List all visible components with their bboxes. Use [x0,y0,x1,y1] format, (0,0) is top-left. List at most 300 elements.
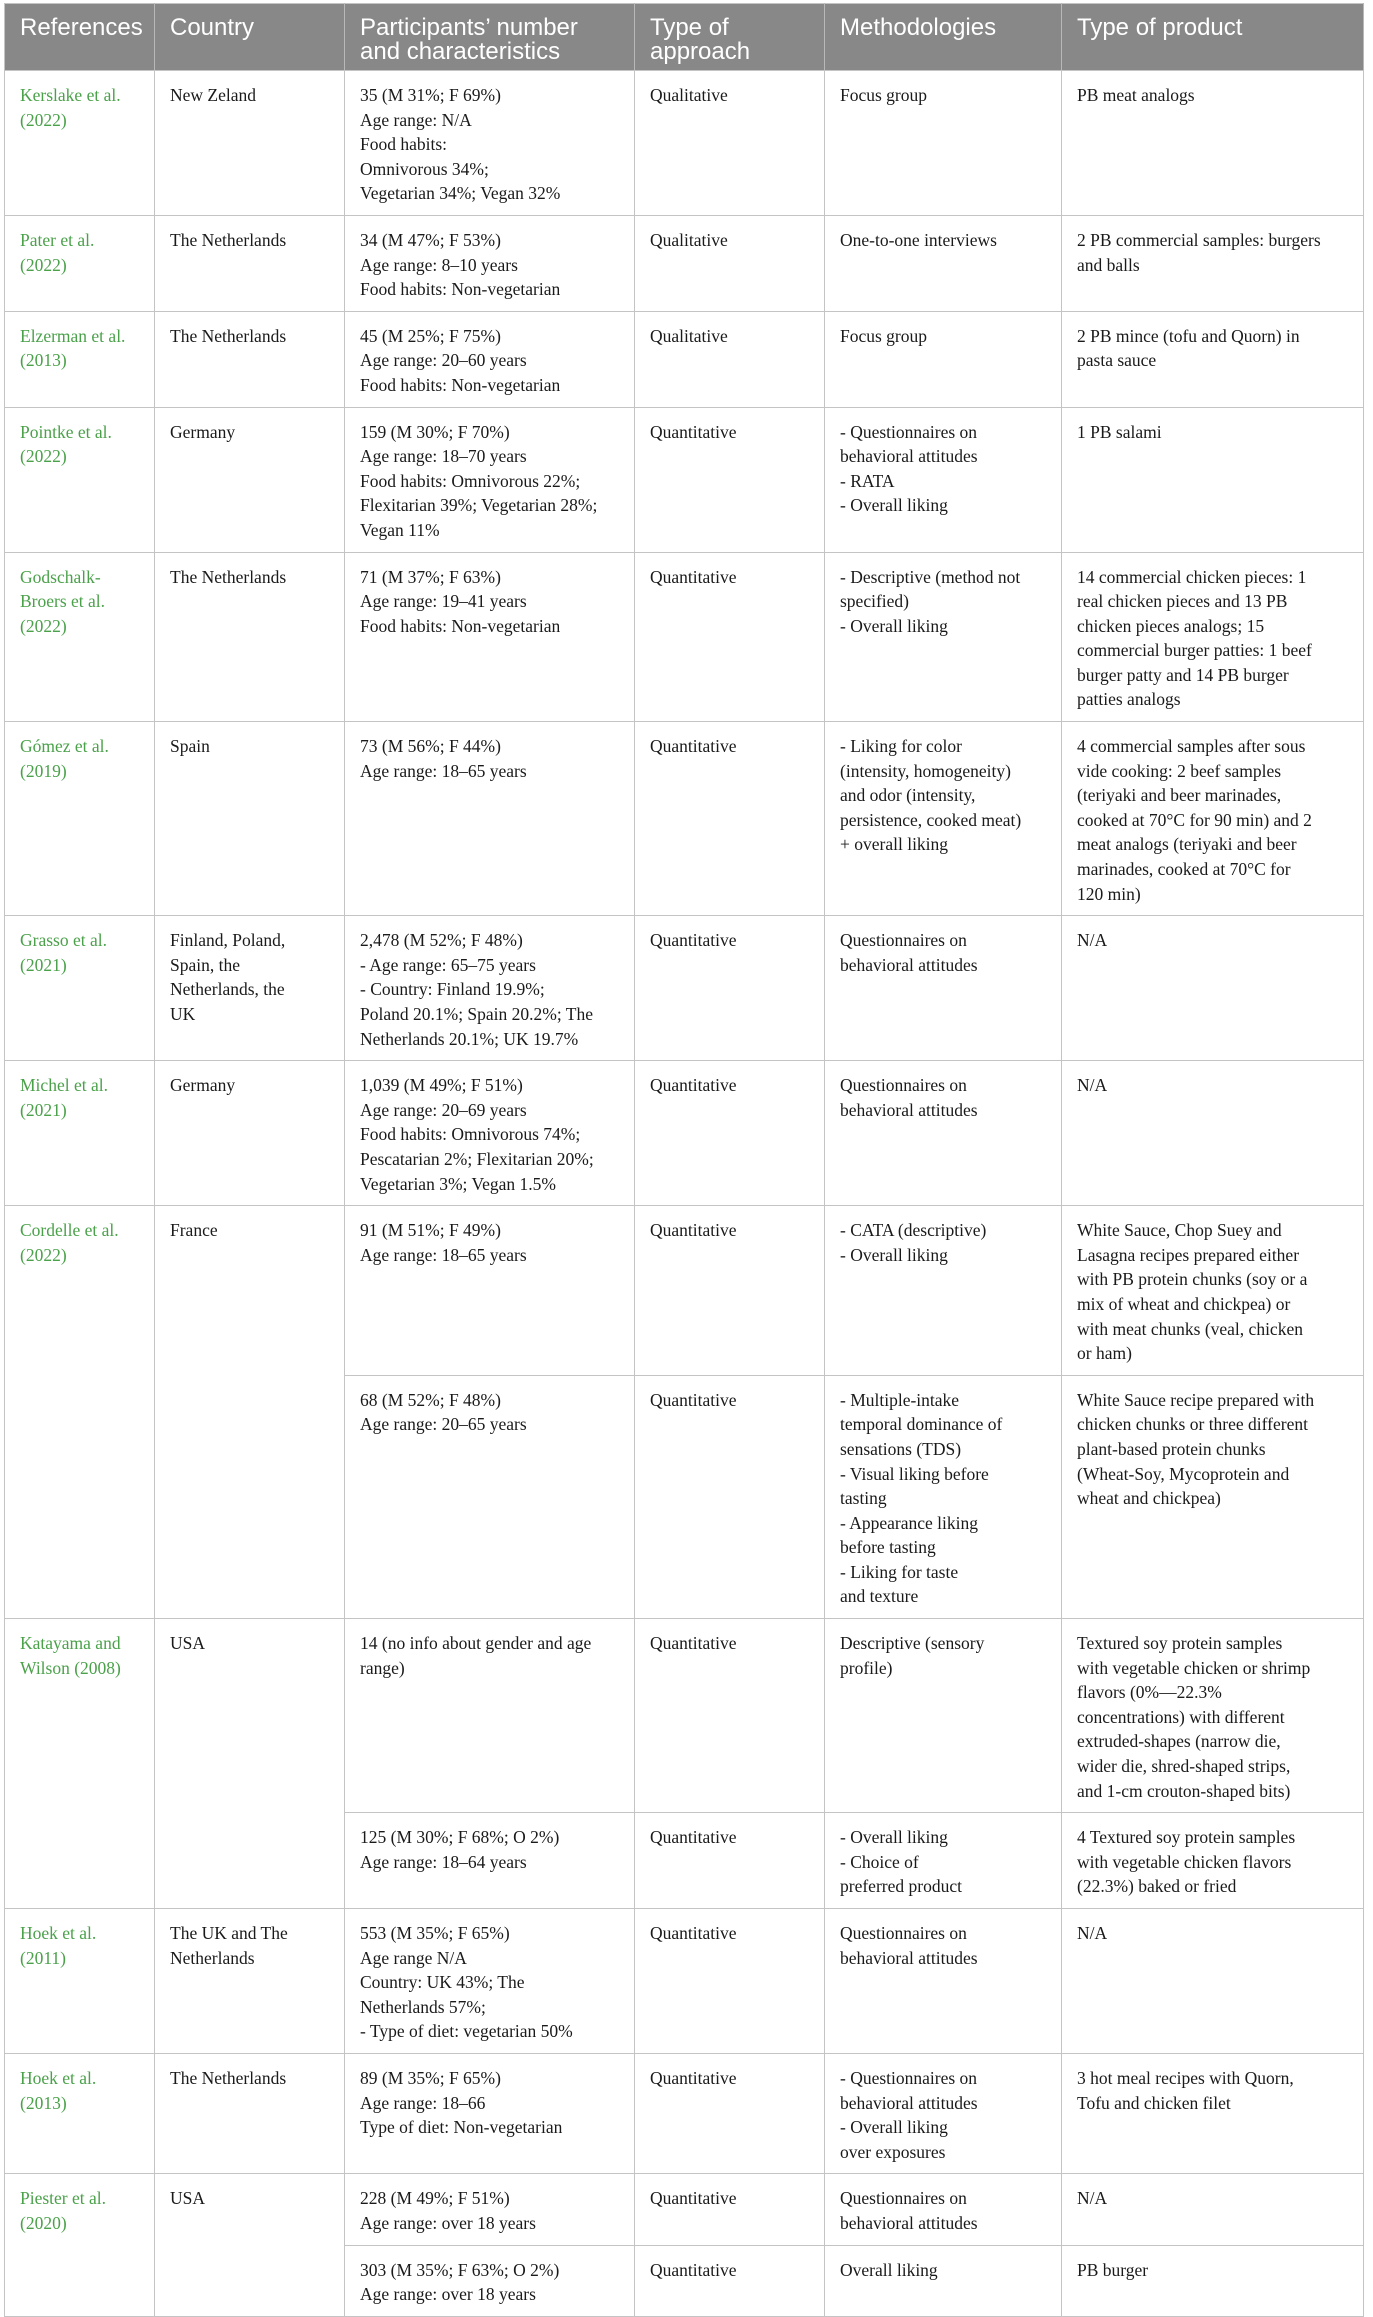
participants-cell-line: 91 (M 51%; F 49%) [360,1220,501,1241]
methodologies-cell-line: - Multiple-intake [840,1389,960,1410]
reference-link[interactable] [5,1206,155,1619]
country-cell-line: USA [170,2188,206,2209]
methodologies-cell-line: - Overall liking [840,615,948,636]
participants-cell-line: 228 (M 49%; F 51%) [360,2188,510,2209]
methodologies-cell-line: - Descriptive (method not [840,566,1021,587]
methodologies-cell-line: and texture [840,1586,919,1607]
methodologies-cell-line: sensations (TDS) [840,1438,962,1459]
reference-link[interactable] [5,1061,155,1206]
product-cell-line: wider die, shred-shaped strips, [1077,1756,1291,1777]
approach-cell-line: Quantitative [650,421,737,442]
product-cell-line: 3 hot meal recipes with Quorn, [1077,2067,1294,2088]
methodologies-cell-line: - Liking for taste [840,1561,959,1582]
product-cell-line: 4 Textured soy protein samples [1077,1827,1296,1848]
participants-cell-line: Age range: 18–65 years [360,760,527,781]
methodologies-cell [825,1375,1062,1618]
country-cell-line: UK [170,1004,196,1024]
table-row [5,1061,1364,1206]
country-cell-line: The Netherlands [170,325,287,346]
participants-cell-line: Country: UK 43%; The [360,1972,525,1993]
methodologies-cell-line: profile) [840,1657,893,1678]
product-cell [1062,722,1364,916]
country-cell-line: Spain [170,736,210,757]
country-cell [155,215,345,311]
country-cell-line: The Netherlands [170,2067,287,2088]
reference-link-line[interactable]: (2013) [20,350,67,371]
reference-link[interactable] [5,1909,155,2054]
country-cell-line: The UK and The [170,1923,288,1943]
approach-cell [635,1909,825,2054]
reference-link-line[interactable]: Gómez et al. [20,736,109,757]
participants-cell-line: - Country: Finland 19.9%; [360,979,545,1000]
country-cell [155,1619,345,1909]
methodologies-cell-line: Questionnaires on [840,1075,967,1096]
methodologies-cell [825,215,1062,311]
product-cell-line: extruded-shapes (narrow die, [1077,1731,1281,1752]
country-cell [155,2174,345,2316]
approach-cell-line: Quantitative [650,2067,737,2088]
product-cell-line: wheat and chickpea) [1077,1488,1221,1509]
methodologies-cell-line: - Choice of [840,1851,919,1872]
participants-cell-line: Age range: 20–65 years [360,1414,527,1435]
product-cell-line: N/A [1077,930,1108,951]
methodologies-cell-line: - Appearance liking [840,1512,979,1533]
reference-link-line[interactable]: Godschalk- [20,566,101,587]
participants-cell-line: Vegetarian 34%; Vegan 32% [360,183,561,204]
product-cell-line: PB burger [1077,2259,1149,2280]
participants-cell [345,311,635,407]
country-cell-line: The Netherlands [170,566,287,587]
methodologies-cell-line: - Visual liking before [840,1463,989,1484]
product-cell-line: and 1-cm crouton-shaped bits) [1077,1780,1291,1801]
reference-link[interactable] [5,215,155,311]
product-cell-line: (22.3%) baked or fried [1077,1876,1237,1897]
participants-cell-line: Food habits: [360,134,448,155]
approach-cell [635,2245,825,2316]
product-cell [1062,1206,1364,1376]
approach-cell [635,1619,825,1813]
participants-cell-line: Age range: 18–64 years [360,1851,527,1872]
participants-cell-line: 553 (M 35%; F 65%) [360,1923,510,1943]
methodologies-cell-line: - Overall liking [840,1244,948,1265]
table-row [5,1619,1364,1813]
reference-link-line[interactable]: Elzerman et al. [20,325,126,346]
methodologies-cell-line: and odor (intensity, [840,785,976,806]
reference-link-line[interactable]: (2020) [20,2212,67,2233]
approach-cell-line: Quantitative [650,1827,737,1848]
product-cell-line: plant-based protein chunks [1077,1438,1266,1459]
methodologies-cell-line: - RATA [840,470,895,491]
product-cell-line: meat analogs (teriyaki and beer [1077,834,1297,855]
product-cell [1062,1375,1364,1618]
methodologies-cell [825,407,1062,552]
methodologies-cell [825,1619,1062,1813]
participants-cell-line: 2,478 (M 52%; F 48%) [360,930,523,951]
product-cell-line: 2 PB mince (tofu and Quorn) in [1077,325,1300,346]
methodologies-cell-line: behavioral attitudes [840,2092,978,2113]
product-cell [1062,215,1364,311]
participants-cell [345,722,635,916]
product-cell-line: 14 commercial chicken pieces: 1 [1077,566,1307,587]
country-cell-line: Spain, the [170,954,240,975]
product-cell-line: with vegetable chicken flavors [1077,1851,1292,1872]
product-cell-line: mix of wheat and chickpea) or [1077,1293,1291,1314]
participants-cell-line: range) [360,1657,405,1678]
participants-cell-line: 89 (M 35%; F 65%) [360,2067,501,2088]
approach-cell-line: Quantitative [650,930,737,951]
reference-link-line[interactable]: (2022) [20,446,67,467]
approach-cell [635,1061,825,1206]
participants-cell-line: - Type of diet: vegetarian 50% [360,2021,573,2042]
product-cell-line: or ham) [1077,1343,1132,1364]
reference-link-line[interactable]: Katayama and [20,1633,121,1654]
approach-cell-line: Quantitative [650,1923,737,1943]
country-cell [155,407,345,552]
reference-link-line[interactable]: (2022) [20,1244,67,1265]
methodologies-cell-line: Questionnaires on [840,1923,967,1943]
product-cell-line: pasta sauce [1077,350,1157,371]
approach-cell-line: Quantitative [650,1220,737,1241]
table-row [5,916,1364,1061]
country-cell-line: The Netherlands [170,229,287,250]
participants-cell [345,1813,635,1909]
methodologies-cell [825,2053,1062,2173]
product-cell-line: with meat chunks (veal, chicken [1077,1318,1303,1339]
participants-cell-line: Age range: 20–60 years [360,350,527,371]
methodologies-cell-line: + overall liking [840,834,949,855]
methodologies-cell-line: preferred product [840,1876,962,1897]
reference-link[interactable] [5,2053,155,2173]
table-row [5,71,1364,216]
product-cell [1062,407,1364,552]
participants-cell-line: 34 (M 47%; F 53%) [360,229,501,250]
participants-cell-line: Vegetarian 3%; Vegan 1.5% [360,1173,557,1194]
header-country: Country [155,4,345,71]
participants-cell-line: Age range: 19–41 years [360,591,527,612]
methodologies-cell-line: tasting [840,1488,887,1509]
participants-cell-line: Netherlands 57%; [360,1996,486,2017]
approach-cell [635,2174,825,2245]
country-cell [155,1206,345,1619]
methodologies-cell-line: - Questionnaires on [840,2067,978,2088]
country-cell [155,71,345,216]
table-row [5,215,1364,311]
methodologies-cell [825,552,1062,722]
methodologies-cell-line: before tasting [840,1537,936,1558]
reference-link[interactable] [5,2174,155,2316]
product-cell [1062,2174,1364,2245]
product-cell-line: N/A [1077,1075,1108,1096]
approach-cell [635,2053,825,2173]
header-references: References [5,4,155,71]
product-cell-line: patties analogs [1077,689,1181,710]
header-row [5,4,1364,71]
table-row [5,2053,1364,2173]
approach-cell [635,1813,825,1909]
reference-link[interactable] [5,722,155,916]
approach-cell [635,407,825,552]
participants-cell-line: 125 (M 30%; F 68%; O 2%) [360,1827,560,1848]
participants-cell-line: Age range: 18–65 years [360,1244,527,1265]
table-row [5,2174,1364,2245]
participants-cell [345,215,635,311]
approach-cell [635,1206,825,1376]
country-cell-line: Germany [170,1075,236,1096]
methodologies-cell [825,1061,1062,1206]
reference-link-line[interactable]: (2022) [20,109,67,130]
reference-link[interactable] [5,552,155,722]
table-row [5,552,1364,722]
approach-cell-line: Quantitative [650,736,737,757]
product-cell-line: chicken pieces analogs; 15 [1077,615,1265,636]
reference-link-line[interactable]: (2022) [20,254,67,275]
country-cell-line: Finland, Poland, [170,930,286,951]
participants-cell-line: 159 (M 30%; F 70%) [360,421,510,442]
participants-cell [345,2053,635,2173]
product-cell-line: 2 PB commercial samples: burgers [1077,229,1321,250]
reference-link-line[interactable]: Pointke et al. [20,421,112,442]
participants-cell [345,71,635,216]
approach-cell [635,71,825,216]
participants-cell [345,1206,635,1376]
methodologies-cell-line: - Overall liking [840,495,948,516]
product-cell-line: Lasagna recipes prepared either [1077,1244,1300,1265]
methodologies-cell-line: - Questionnaires on [840,421,978,442]
participants-cell-line: Food habits: Non-vegetarian [360,279,561,300]
approach-cell-line: Qualitative [650,325,728,346]
reference-link-line[interactable]: Pater et al. [20,229,95,250]
methodologies-cell-line: behavioral attitudes [840,1947,978,1968]
header-product: Type of product [1062,4,1364,71]
approach-cell [635,215,825,311]
participants-cell-line: 1,039 (M 49%; F 51%) [360,1075,523,1096]
methodologies-cell [825,2174,1062,2245]
participants-cell-line: Food habits: Non-vegetarian [360,374,561,395]
approach-cell-line: Quantitative [650,566,737,587]
table-row [5,1909,1364,2054]
product-cell-line: marinades, cooked at 70°C for [1077,859,1291,880]
approach-cell [635,552,825,722]
participants-cell [345,2174,635,2245]
country-cell [155,916,345,1061]
participants-cell-line: Food habits: Omnivorous 74%; [360,1124,581,1145]
participants-cell-line: Age range: 18–70 years [360,446,527,467]
product-cell-line: and balls [1077,254,1140,275]
country-cell-line: New Zeland [170,85,257,105]
product-cell-line: cooked at 70°C for 90 min) and 2 [1077,809,1312,830]
methodologies-cell-line: persistence, cooked meat) [840,809,1022,830]
approach-cell-line: Quantitative [650,1633,737,1654]
product-cell-line: 4 commercial samples after sous [1077,736,1306,757]
methodologies-cell-line: Descriptive (sensory [840,1633,985,1654]
approach-cell [635,311,825,407]
participants-cell-line: Age range: 18–66 [360,2092,486,2113]
product-cell-line: (Wheat-Soy, Mycoprotein and [1077,1463,1290,1484]
reference-link-line[interactable]: Broers et al. [20,591,106,612]
participants-cell-line: Food habits: Non-vegetarian [360,615,561,636]
country-cell [155,311,345,407]
reference-link[interactable] [5,916,155,1061]
participants-cell-line: 73 (M 56%; F 44%) [360,736,501,757]
reference-link-line[interactable]: (2021) [20,1099,67,1120]
participants-cell-line: Age range: 20–69 years [360,1099,527,1120]
product-cell-line: chicken chunks or three different [1077,1414,1308,1435]
methodologies-cell-line: Focus group [840,85,928,105]
product-cell [1062,1061,1364,1206]
country-cell [155,1061,345,1206]
reference-link-line[interactable]: Hoek et al. [20,1923,97,1943]
methodologies-cell-line: - CATA (descriptive) [840,1220,987,1241]
participants-cell-line: Food habits: Omnivorous 22%; [360,470,581,491]
methodologies-cell-line: Questionnaires on [840,2188,967,2209]
methodologies-cell [825,2245,1062,2316]
methodologies-cell-line: - Overall liking [840,2117,948,2138]
product-cell-line: vide cooking: 2 beef samples [1077,760,1282,781]
reference-link[interactable] [5,1619,155,1909]
methodologies-cell-line: One-to-one interviews [840,229,997,250]
approach-cell-line: Quantitative [650,1075,737,1096]
participants-cell [345,407,635,552]
methodologies-cell-line: behavioral attitudes [840,446,978,467]
participants-cell-line: Age range: over 18 years [360,2212,536,2233]
reference-link-line[interactable]: Grasso et al. [20,930,107,951]
table-row [5,407,1364,552]
participants-cell-line: 35 (M 31%; F 69%) [360,85,501,105]
participants-cell [345,1909,635,2054]
reference-link-line[interactable]: Wilson (2008) [20,1657,121,1678]
methodologies-cell-line: Focus group [840,325,928,346]
methodologies-cell [825,1813,1062,1909]
product-cell-line: with PB protein chunks (soy or a [1077,1269,1308,1290]
participants-cell-line: Age range: over 18 years [360,2284,536,2305]
participants-cell [345,916,635,1061]
product-cell-line: N/A [1077,2188,1108,2209]
reference-link-line[interactable]: (2013) [20,2092,67,2113]
methodologies-cell [825,1206,1062,1376]
product-cell-line: burger patty and 14 PB burger [1077,664,1289,685]
product-cell [1062,71,1364,216]
table-row [5,1206,1364,1376]
table-body [5,71,1364,2317]
country-cell-line: Netherlands [170,1947,255,1968]
participants-cell-line: Pescatarian 2%; Flexitarian 20%; [360,1148,594,1169]
participants-cell-line: 303 (M 35%; F 63%; O 2%) [360,2259,560,2280]
reference-link-line[interactable]: Cordelle et al. [20,1220,119,1241]
reference-link-line[interactable]: (2011) [20,1947,67,1968]
approach-cell-line: Quantitative [650,2259,737,2280]
reference-link[interactable] [5,71,155,216]
product-cell-line: with vegetable chicken or shrimp [1077,1657,1311,1678]
country-cell [155,2053,345,2173]
approach-cell [635,916,825,1061]
product-cell [1062,1813,1364,1909]
methodologies-cell-line: Questionnaires on [840,930,967,951]
reference-link-line[interactable]: (2019) [20,760,67,781]
methodologies-cell [825,722,1062,916]
studies-table [4,3,1364,2317]
participants-cell-line: Omnivorous 34%; [360,158,489,179]
participants-cell [345,552,635,722]
table-row [5,311,1364,407]
approach-cell [635,722,825,916]
participants-cell-line: Flexitarian 39%; Vegetarian 28%; [360,495,598,516]
header-participants: Participants’ number and characteristics [345,4,635,71]
product-cell-line: White Sauce, Chop Suey and [1077,1220,1282,1241]
approach-cell-line: Quantitative [650,2188,737,2209]
country-cell [155,552,345,722]
participants-cell [345,2245,635,2316]
product-cell-line: PB meat analogs [1077,85,1195,105]
participants-cell-line: Vegan 11% [360,519,440,540]
reference-link-line[interactable]: (2021) [20,954,67,975]
product-cell [1062,552,1364,722]
methodologies-cell-line: Overall liking [840,2259,938,2280]
reference-link-line[interactable]: (2022) [20,615,67,636]
header-methodologies: Methodologies [825,4,1062,71]
participants-cell-line: Poland 20.1%; Spain 20.2%; The [360,1004,593,1024]
participants-cell-line: Netherlands 20.1%; UK 19.7% [360,1028,579,1049]
reference-link-line[interactable]: Kerslake et al. [20,85,121,105]
participants-cell-line: Age range: N/A [360,109,472,130]
product-cell-line: (teriyaki and beer marinades, [1077,785,1282,806]
methodologies-cell-line: - Liking for color [840,736,962,757]
product-cell-line: commercial burger patties: 1 beef [1077,640,1312,661]
reference-link-line[interactable]: Michel et al. [20,1075,108,1096]
product-cell-line: concentrations) with different [1077,1706,1285,1727]
participants-cell [345,1375,635,1618]
reference-link-line[interactable]: Piester et al. [20,2188,107,2209]
country-cell [155,1909,345,2054]
methodologies-cell-line: (intensity, homogeneity) [840,760,1011,781]
product-cell [1062,916,1364,1061]
header-approach: Type of approach [635,4,825,71]
methodologies-cell-line: behavioral attitudes [840,1099,978,1120]
country-cell-line: Netherlands, the [170,979,285,1000]
product-cell [1062,1619,1364,1813]
participants-cell-line: - Age range: 65–75 years [360,954,536,975]
methodologies-cell [825,916,1062,1061]
participants-cell-line: Age range: 8–10 years [360,254,518,275]
product-cell-line: Textured soy protein samples [1077,1633,1283,1654]
methodologies-cell-line: - Overall liking [840,1827,948,1848]
product-cell-line: 120 min) [1077,883,1141,904]
product-cell-line: 1 PB salami [1077,421,1162,442]
methodologies-cell [825,311,1062,407]
country-cell [155,722,345,916]
product-cell-line: flavors (0%—22.3% [1077,1682,1222,1703]
participants-cell-line: 14 (no info about gender and age [360,1633,592,1654]
country-cell-line: Germany [170,421,236,442]
participants-cell [345,1619,635,1813]
approach-cell [635,1375,825,1618]
methodologies-cell-line: behavioral attitudes [840,2212,978,2233]
product-cell-line: N/A [1077,1923,1108,1943]
product-cell-line: real chicken pieces and 13 PB [1077,591,1288,612]
reference-link[interactable] [5,311,155,407]
methodologies-cell [825,71,1062,216]
approach-cell-line: Quantitative [650,1389,737,1410]
product-cell [1062,2245,1364,2316]
product-cell [1062,311,1364,407]
reference-link[interactable] [5,407,155,552]
methodologies-cell-line: specified) [840,591,909,612]
country-cell-line: France [170,1220,218,1241]
methodologies-cell-line: over exposures [840,2141,946,2162]
product-cell [1062,1909,1364,2054]
participants-cell-line: 45 (M 25%; F 75%) [360,325,501,346]
reference-link-line[interactable]: Hoek et al. [20,2067,97,2088]
participants-cell-line: 71 (M 37%; F 63%) [360,566,501,587]
